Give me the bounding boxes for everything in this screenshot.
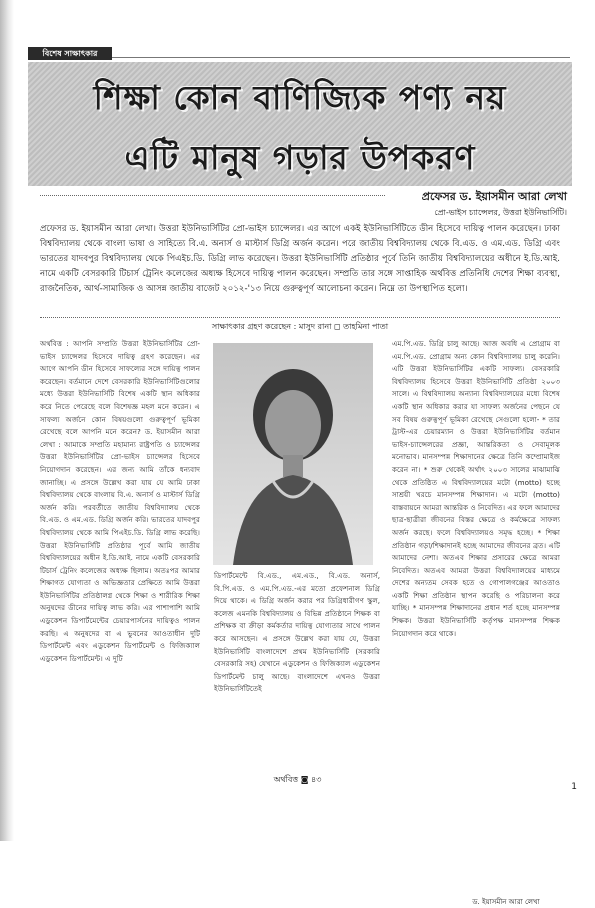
page-footer: অর্থবিত্ত ◙ ৪৩	[273, 775, 322, 784]
intro-text: প্রফেসর ড. ইয়াসমীন আরা লেখা। উত্তরা ইউনিভার্সিটির প্রো-ভাইস চ্যান্সেলর। এর আগে একই ইউনিভার্সিটিতে ডীন হিসেবে দায়িত্ব পালন করেছেন। ঢাকা বিশ্ববিদ্যালয় থেকে বাংলা ভাষা ও সাহিত্যে বি.এ. অনার্স ও মাস্টার্স ডিগ্রি অর্জন করেন। পরে জাতীয় বিশ্ববিদ্যালয় থেকে বি.এড. ও এম.এড. ডিগ্রি এবং ভারতের যাদবপুর বিশ্ববিদ্যালয় থেকে পিএইচ.ডি. ডিগ্রি লাভ করেছেন। উত্তরা ইউনিভার্সিটি প্রতিষ্ঠার পূর্বে তিনি জাতীয় বিশ্ববিদ্যালয়ের অধীনে ই.ডি.আই. নামে একটি বেসরকারি টিচার্স ট্রেনিং কলেজের অধ্যক্ষ হিসেবে দায়িত্ব পালন করেছেন। সম্প্রতি তার সঙ্গে সাপ্তাহিক অর্থবিত্ত প্রতিনিধি দেশের শিক্ষা ব্যবস্থা, রাজনৈতিক, আর্থ-সামাজিক ও আসন্ন জাতীয় বাজেট ২০১২-'১৩ নিয়ে গুরুত্বপূর্ণ আলোচনা করেন। নিম্নে তা উপস্থাপিত হলো।	[40, 224, 560, 294]
section-divider	[112, 57, 570, 58]
page-mark: 1	[571, 782, 577, 792]
shoulders-shape	[233, 475, 353, 565]
byline-divider	[40, 195, 385, 196]
section-tag: বিশেষ সাক্ষাৎকার	[28, 47, 112, 60]
headline-line-1: শিক্ষা কোন বাণিজ্যিক পণ্য নয়	[93, 78, 507, 117]
byline-position: প্রো-ভাইস চ্যান্সেলর, উত্তরা ইউনিভার্সিটি।	[434, 208, 567, 217]
intro-paragraph	[40, 222, 560, 297]
headline-line-2: এটি মানুষ গড়ার উপকরণ	[124, 138, 476, 177]
article-column-left: অর্থবিত্ত : আপনি সম্প্রতি উত্তরা ইউনিভার্সিটির প্রো-ভাইস চ্যান্সেলর হিসেবে দায়িত্ব গ্রহণ করেছেন। এর আগে আপনি ডীন হিসেবে সাফল্যের সঙ্গে দায়িত্ব পালন করেছেন। বর্তমানে দেশে বেসরকারি ইউনিভার্সিটিগুলোর মধ্যে উত্তরা ইউনিভার্সিটি বিশেষ একটি স্থান অধিকার করে নিতে পেরেছে বলে বিশেষজ্ঞ মহল মনে করেন। এ সাফল্য অর্জনে কোন বিষয়গুলো গুরুত্বপূর্ণ ভূমিকা রেখেছে বলে আপনি মনে করেন? ড. ইয়াসমীন আরা লেখা : আমাকে সম্প্রতি মহামান্য রাষ্ট্রপতি ও চ্যান্সেলর উত্তরা ইউনিভার্সিটির প্রো-ভাইস চ্যান্সেলর হিসেবে নিয়োগদান করেছেন। এর জন্য আমি তাঁকে ধন্যবাদ জানাচ্ছি। এ প্রসঙ্গে উল্লেখ করা যায় যে আমি ঢাকা বিশ্ববিদ্যালয় থেকে বাংলায় বি.এ. অনার্স ও মাস্টার্স ডিগ্রি অর্জন করি। পরবর্তীতে জাতীয় বিশ্ববিদ্যালয় থেকে বি.এড. ও এম.এড. ডিগ্রি অর্জন করি। ভারতের যাদবপুর বিশ্ববিদ্যালয় থেকে আমি পিএইচ.ডি. ডিগ্রি লাভ করেছি। উত্তরা ইউনিভার্সিটি প্রতিষ্ঠার পূর্বে আমি জাতীয় বিশ্ববিদ্যালয়ের অধীন ই.ডি.আই. নামে একটি বেসরকারি টিচার্স ট্রেনিং কলেজের অধ্যক্ষ ছিলাম। অতঃপর আমার শিক্ষাগত যোগ্যতা ও অভিজ্ঞতার প্রেক্ষিতে আমি উত্তরা ইউনিভার্সিটির প্রতিষ্ঠালগ্ন থেকে শিক্ষা ও শারীরিক শিক্ষা অনুষদের ডীনের দায়িত্ব লাভ করি। এর পাশাপাশি আমি এডুকেশন ডিপার্টমেন্টের চেয়ারপার্সনের দায়িত্বও পালন করছি। এ অনুষদের বা এ ভুবনের আওতাধীন দুটি ডিপার্টমেন্ট এবং এডুকেশন ডিপার্টমেন্ট ও ফিজিক্যাল এডুকেশন ডিপার্টমেন্ট। এ দুটি	[40, 339, 200, 663]
neck-shape	[283, 455, 303, 477]
byline-name: প্রফেসর ড. ইয়াসমীন আরা লেখা	[421, 190, 567, 203]
interview-credit: সাক্ষাৎকার গ্রহণ করেছেন : মাসুদ রানা ◻ তাহমিনা পাতা	[40, 317, 560, 334]
photo-caption: ড. ইয়াসমীন আরা লেখা	[426, 896, 586, 908]
article-column-middle: ডিপার্টমেন্টে বি.এড., এম.এড., বি.এড. অনার্স, বি.পি.এড. ও এম.পি.এড.-এর মতো প্রফেশনাল ডিগ্রি দিয়ে থাকে। এ ডিগ্রি অর্জন করার পর ডিগ্রিধারীগণ স্কুল, কলেজ এমনকি বিশ্ববিদ্যালয় ও বিভিন্ন প্রতিষ্ঠানে শিক্ষক বা প্রশিক্ষক বা ক্রীড়া কর্মকর্তার দায়িত্ব যোগ্যতার সাথে পালন করে আসছেন। এ প্রসঙ্গে উল্লেখ করা যায় যে, উত্তরা ইউনিভার্সিটি বাংলাদেশে প্রথম ইউনিভার্সিটি (সরকারি বেসরকারি সহ) যেখানে এডুকেশন ও ফিজিক্যাল এডুকেশন ডিপার্টমেন্ট চালু আছে। বাংলাদেশে এখনও উত্তরা ইউনিভার্সিটিতেই	[214, 571, 380, 694]
portrait-figure	[213, 343, 373, 565]
scan-shadow	[0, 0, 14, 841]
face-shape	[265, 390, 321, 460]
article-column-right: এম.পি.এড. ডিগ্রি চালু আছে। আজ অবধি এ প্রোগ্রাম বা এম.পি.এড. প্রোগ্রাম অন্য কোন বিশ্ববিদ্যালয় চালু করেনি। এটি উত্তরা ইউনিভার্সিটির একটি সাফল্য। বেসরকারি বিশ্ববিদ্যালয় হিসেবে উত্তরা ইউনিভার্সিটি প্রতিষ্ঠা ২০০৩ সালে। এ বিশ্ববিদ্যালয় অন্যান্য বিশ্ববিদ্যালয়ের মধ্যে বিশেষ একটি স্থান অধিকার করার যা সাফল্য অর্জনের পেছনে যে সব বিষয় গুরুত্বপূর্ণ ভূমিকা রেখেছে সেগুলো হলো- * তার ট্রাস্ট-এর চেয়ারম্যান ও উত্তরা ইউনিভার্সিটির বর্তমান ভাইস-চ্যান্সেলরের প্রজ্ঞা, আন্তরিকতা ও সেবামূলক মনোভাব। মানসম্পন্ন শিক্ষাদানের ক্ষেত্রে তিনি কম্প্রোমাইজ করেন না। * শুরু থেকেই অর্থাৎ ২০০৩ সালের মাঝামাঝি থেকে প্রতিষ্ঠিত এ বিশ্ববিদ্যালয়ের মটো (motto) হচ্ছে সাশ্রয়ী খরচে মানসম্পন্ন শিক্ষাদান। এ মটো (motto) বাস্তবায়নে আমরা আন্তরিক ও নিবেদিত। এর ফলে আমাদের ছাত্র-ছাত্রীরা জীবনের বিস্তর ক্ষেত্রে ও কর্মক্ষেত্রে সাফল্য অর্জন করছে। ফলে বিশ্ববিদ্যালয়ও সমৃদ্ধ হচ্ছে। * শিক্ষা প্রতিষ্ঠান গড়া/শিক্ষাদানই হচ্ছে আমাদের জীবনের ব্রত। এটি আমাদের নেশা। অতএব শিক্ষার প্রসারের ক্ষেত্রে আমরা নিবেদিত। অতএব আমরা উত্তরা বিশ্ববিদ্যালয়ের মাধ্যমে দেশের অন্যতম সেবক হতে ও গোপালগঞ্জের আওতাও একটি শিক্ষা প্রতিষ্ঠান স্থাপন করেছি ও পরিচালনা করে যাচ্ছি। * মানসম্পন্ন শিক্ষাদানের প্রধান শর্ত হচ্ছে মানসম্পন্ন শিক্ষক। উত্তরা ইউনিভার্সিটি কর্তৃপক্ষ মানসম্পন্ন শিক্ষক নিয়োগদান করে থাকে।	[392, 339, 560, 638]
